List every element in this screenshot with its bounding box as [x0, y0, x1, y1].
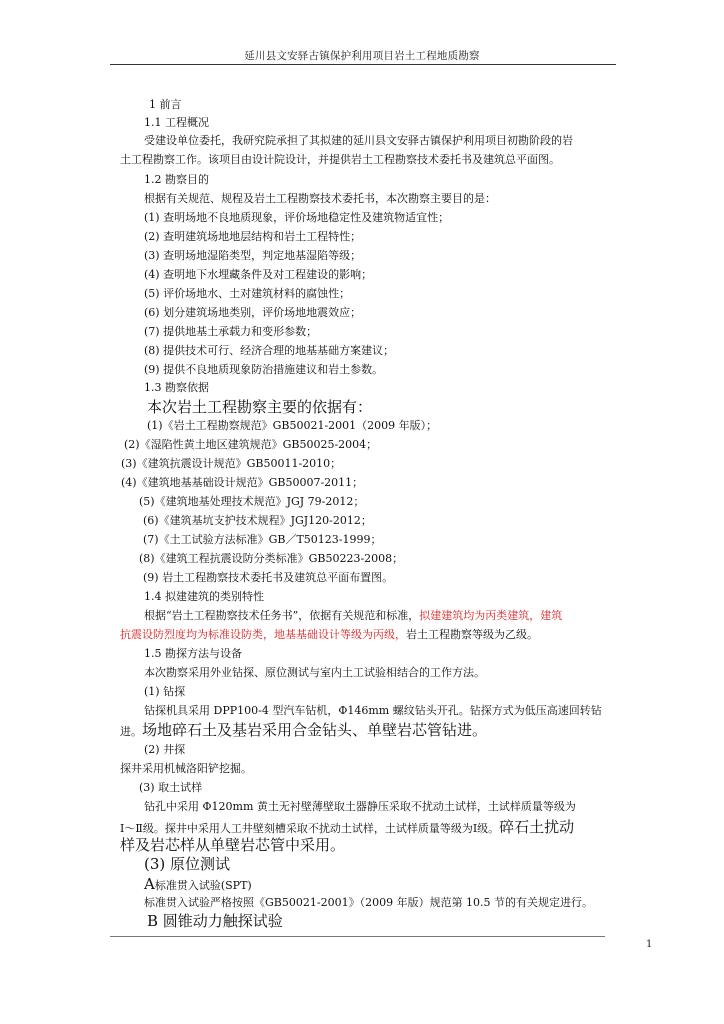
heading-1-3: 1.3 勘察依据	[144, 381, 209, 394]
paragraph-line	[120, 818, 574, 836]
text-large: 场地碎石土及基岩采用合金钻头、单壁岩芯管钻进。	[142, 721, 488, 739]
paragraph-line: 土工程勘察工作。该项目由设计院设计，并提供岩土工程勘察技术委托书及建筑总平面图。	[120, 153, 560, 166]
footer-rule	[110, 936, 605, 937]
text-normal: 进。	[120, 725, 142, 738]
reference-item: (1)《岩土工程勘察规范》GB50021-2001（2009 年版）；	[147, 419, 438, 432]
list-item: (6) 划分建筑场地类别，评价场地地震效应；	[144, 306, 362, 319]
reference-item: (4)《建筑地基基础设计规范》GB50007-2011；	[121, 476, 364, 489]
text-normal: 岩土工程勘察等级为乙级。	[406, 628, 538, 641]
paragraph-line: 钻探机具采用 DPP100-4 型汽车钻机，Φ146mm 螺纹钻头开孔。钻探方式为低压高速回转钻	[144, 704, 602, 717]
reference-item: (3)《建筑抗震设计规范》GB50011-2010；	[121, 457, 342, 470]
text-highlight-red: 抗震设防烈度均为标准设防类，地基基础设计等级为丙级，	[120, 628, 406, 641]
paragraph-line: 本次勘察采用外业钻探、原位测试与室内土工试验相结合的工作方法。	[144, 666, 485, 679]
reference-item: (2)《湿陷性黄土地区建筑规范》GB50025-2004；	[124, 438, 378, 451]
reference-item: (9) 岩土工程勘察技术委托书及建筑总平面布置图。	[143, 571, 394, 584]
text-normal: Ⅰ～Ⅱ级。探井中采用人工井壁刻槽采取不扰动土试样，土试样质量等级为Ⅰ级。	[120, 822, 500, 835]
running-header: 延川县文安驿古镇保护利用项目岩土工程地质勘察	[244, 50, 480, 62]
label-letter-a: A	[144, 875, 155, 893]
subheading: (2) 井探	[144, 743, 186, 756]
list-item: (1) 查明场地不良地质现象，评价场地稳定性及建筑物适宜性；	[144, 211, 450, 224]
reference-item: (5)《建筑地基处理技术规范》JGJ 79-2012；	[139, 495, 365, 508]
list-item: (4) 查明地下水埋藏条件及对工程建设的影响；	[144, 268, 373, 281]
paragraph-line: 根据有关规范、规程及岩土工程勘察技术委托书，本次勘察主要目的是：	[144, 192, 496, 205]
list-item: (3) 查明场地湿陷类型，判定地基湿陷等级；	[144, 249, 362, 262]
list-item: (8) 提供技术可行、经济合理的地基基础方案建议；	[144, 344, 395, 357]
paragraph-line: 钻孔中采用 Φ120mm 黄土无衬壁薄壁取土器静压采取不扰动土试样，土试样质量等级为	[144, 800, 576, 813]
page-number: 1	[646, 939, 653, 950]
subheading: (3) 取土试样	[139, 781, 203, 794]
list-item: (5) 评价场地水、土对建筑材料的腐蚀性；	[144, 287, 351, 300]
paragraph-line	[120, 721, 487, 739]
list-item: (9) 提供不良地质现象防治措施建议和岩土参数。	[144, 363, 384, 376]
paragraph-line: 探井采用机械洛阳铲挖掘。	[120, 762, 252, 775]
subheading: (1) 钻探	[144, 685, 186, 698]
heading-1-intro: 1 前言	[149, 98, 182, 111]
paragraph-line: 受建设单位委托，我研究院承担了其拟建的延川县文安驿古镇保护利用项目初勘阶段的岩	[144, 134, 573, 147]
text-large: 碎石土扰动	[499, 818, 575, 836]
paragraph-line: 本次岩土工程勘察主要的依据有：	[147, 398, 373, 416]
heading-1-5: 1.5 勘探方法与设备	[144, 647, 242, 660]
reference-item: (8)《建筑工程抗震设防分类标准》GB50223-2008；	[139, 552, 404, 565]
header-rule	[110, 64, 616, 65]
reference-item: (7)《土工试验方法标准》GB／T50123-1999；	[143, 533, 382, 546]
heading-1-1: 1.1 工程概况	[144, 116, 209, 129]
paragraph-line	[144, 609, 562, 623]
reference-item: (6)《建筑基坑支护技术规程》JGJ120-2012；	[143, 514, 372, 527]
text-normal: 根据“岩土工程勘察技术任务书”，依据有关规范和标准，	[144, 609, 420, 622]
text-normal: 标准贯入试验(SPT)	[154, 879, 252, 892]
paragraph-line	[120, 628, 538, 642]
subheading	[144, 875, 252, 893]
list-item: (2) 查明建筑场地地层结构和岩土工程特性；	[144, 230, 362, 243]
paragraph-line: 样及岩芯样从单壁岩芯管中采用。	[120, 836, 346, 854]
list-item: (7) 提供地基土承载力和变形参数；	[144, 325, 318, 338]
subheading: B 圆锥动力触探试验	[147, 912, 283, 930]
paragraph-line: 标准贯入试验严格按照《GB50021-2001》（2009 年版）规范第 10.5 节的有关规定进行。	[144, 896, 594, 909]
heading-1-2: 1.2 勘察目的	[144, 173, 209, 186]
subheading: (3) 原位测试	[144, 855, 231, 873]
heading-1-4: 1.4 拟建建筑的类别特性	[144, 590, 264, 603]
text-highlight-red: 拟建建筑均为丙类建筑，建筑	[419, 609, 563, 622]
